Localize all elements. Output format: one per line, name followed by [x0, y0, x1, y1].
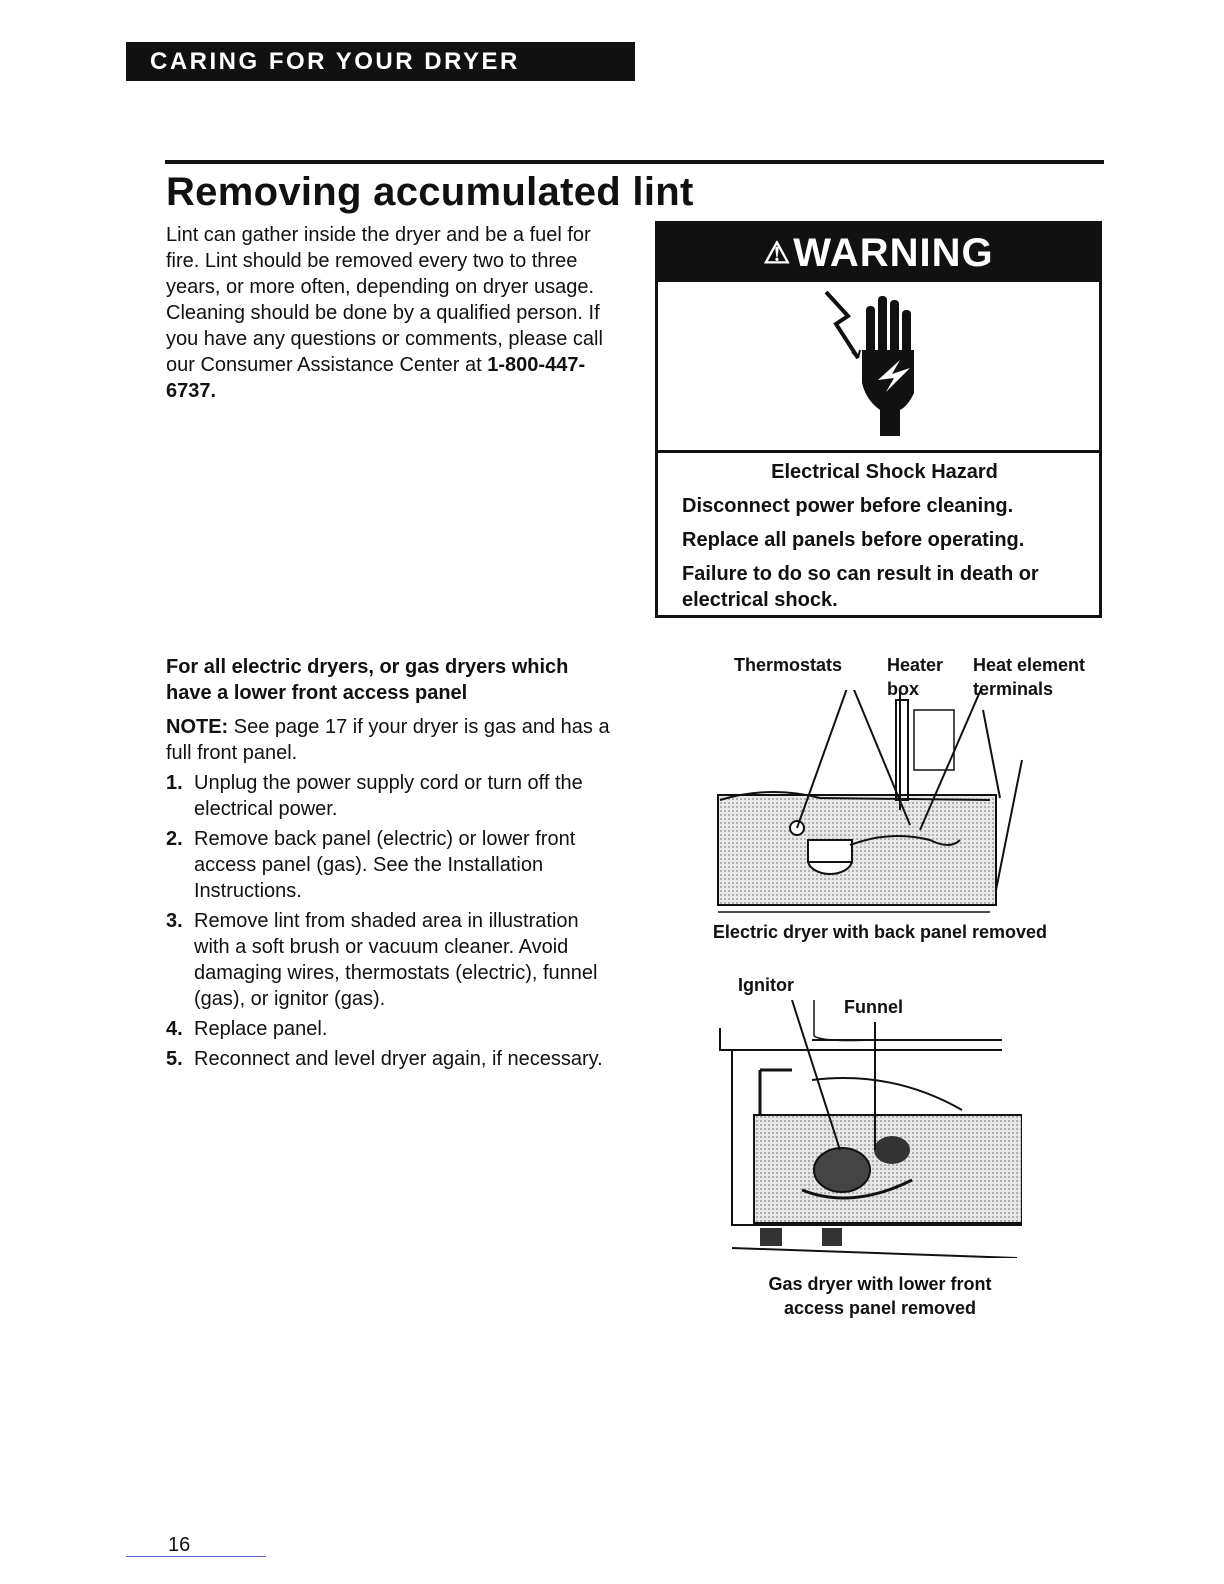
warning-icon-area — [658, 282, 1099, 453]
warning-text — [658, 453, 1099, 613]
label-funnel: Funnel — [844, 997, 903, 1017]
label-heat-element-terminals: terminals — [973, 679, 1054, 699]
note-label: NOTE: — [166, 716, 229, 738]
section-banner-text: CARING FOR YOUR DRYER — [150, 47, 520, 75]
section-banner — [126, 42, 635, 81]
list-item — [166, 1016, 616, 1042]
list-item — [166, 1046, 616, 1072]
caption-gas-line-2: access panel removed — [783, 1298, 977, 1318]
intro-paragraph — [166, 222, 616, 404]
list-item — [166, 770, 616, 822]
warning-label: WARNING — [793, 230, 994, 275]
step-text: Replace panel. — [194, 1018, 328, 1040]
label-thermostats: Thermostats — [734, 655, 843, 675]
list-item — [166, 908, 616, 1012]
caption-gas-line-1: Gas dryer with lower front — [768, 1274, 992, 1294]
page-number: 16 — [168, 1534, 191, 1556]
warning-line-2: Replace all panels before operating. — [682, 529, 1025, 551]
electric-shock-hand-icon — [808, 288, 948, 438]
warning-line-3: Failure to do so can result in death or electrical shock. — [682, 563, 1039, 611]
step-text: Unplug the power supply cord or turn off the electrical power. — [194, 772, 583, 820]
list-item — [166, 826, 616, 904]
step-number: 2. — [166, 828, 183, 850]
step-text: Remove lint from shaded area in illustration with a soft brush or vacuum cleaner. Avoid damaging wires, thermostats (electric), funnel (gas), or ignitor (gas). — [194, 910, 598, 1010]
hazard-title: Electrical Shock Hazard — [771, 461, 998, 483]
footer-line — [126, 1556, 266, 1557]
step-number: 5. — [166, 1048, 183, 1070]
step-text: Remove back panel (electric) or lower front access panel (gas). See the Installation Instructions. — [194, 828, 576, 902]
warning-triangle-icon: ⚠ — [763, 236, 792, 270]
step-number: 4. — [166, 1018, 183, 1040]
steps-list — [166, 770, 616, 1076]
step-number: 1. — [166, 772, 183, 794]
warning-box — [655, 221, 1102, 618]
label-heater-box: box — [887, 679, 920, 699]
warning-header — [658, 224, 1099, 282]
title-rule — [165, 160, 1104, 164]
note-text: See page 17 if your dryer is gas and has a full front panel. — [166, 716, 610, 764]
note-paragraph — [166, 714, 616, 766]
procedure-heading: For all electric dryers, or gas dryers which have a lower front access panel — [166, 656, 569, 704]
caption-electric: Electric dryer with back panel removed — [712, 922, 1048, 942]
warning-line-1: Disconnect power before cleaning. — [682, 495, 1014, 517]
page-title: Removing accumulated lint — [166, 170, 694, 214]
label-heater: Heater — [887, 655, 944, 675]
step-number: 3. — [166, 910, 183, 932]
label-ignitor: Ignitor — [738, 975, 794, 995]
phone-number: 1-800-447-6737. — [166, 354, 586, 402]
gas-dryer-illustration — [712, 1000, 1022, 1258]
intro-text: Lint can gather inside the dryer and be a fuel for fire. Lint should be removed every two to three years, or more often, depending on dryer usage. Cleaning should be done by a qualified person. If you have any questions or comments, please call our Consumer Assistance Center at — [166, 224, 603, 376]
step-text: Reconnect and level dryer again, if necessary. — [194, 1048, 603, 1070]
electric-dryer-illustration — [700, 690, 1050, 920]
label-heat-element: Heat element — [973, 655, 1086, 675]
